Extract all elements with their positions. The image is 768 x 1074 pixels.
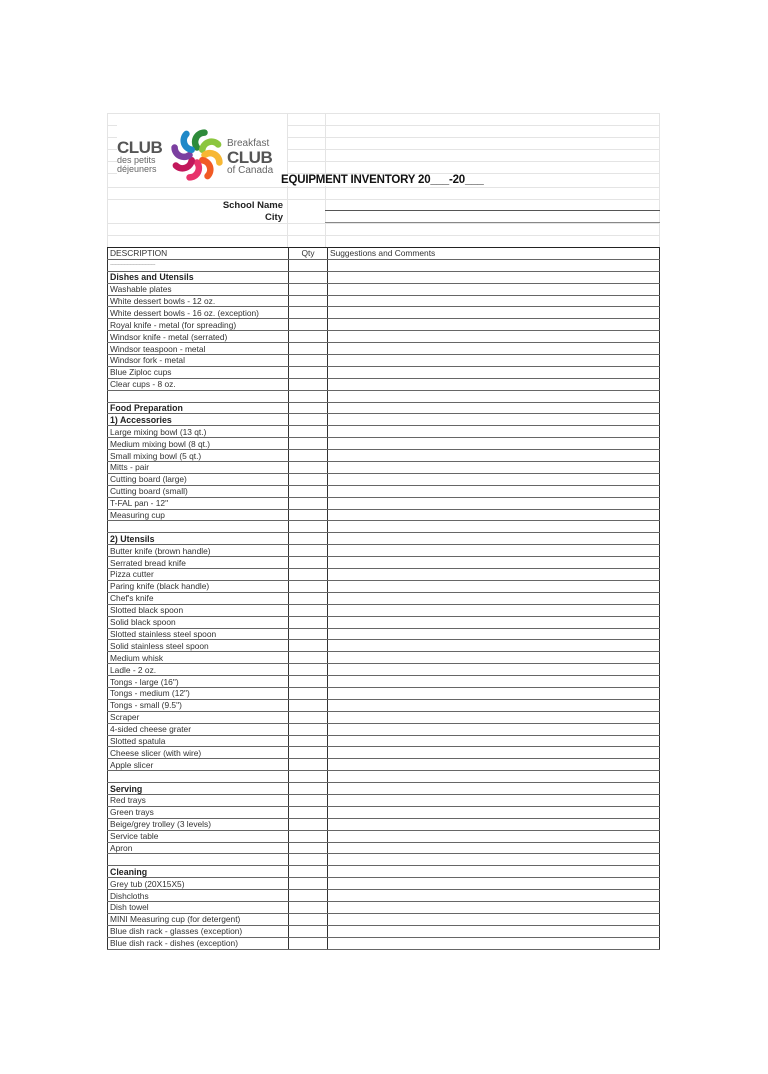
qty-cell[interactable] (289, 687, 328, 699)
table-row (108, 794, 660, 806)
table-row (108, 283, 660, 295)
qty-cell[interactable] (289, 497, 328, 509)
item-description: Dish towel (108, 901, 289, 913)
comments-cell[interactable] (328, 866, 660, 878)
comments-cell[interactable] (328, 628, 660, 640)
qty-cell[interactable] (289, 319, 328, 331)
section-row (108, 533, 660, 545)
table-row (108, 331, 660, 343)
qty-cell[interactable] (289, 604, 328, 616)
section-heading: 1) Accessories (108, 414, 289, 426)
qty-cell[interactable] (289, 699, 328, 711)
qty-cell[interactable] (289, 866, 328, 878)
item-description: Green trays (108, 806, 289, 818)
qty-cell[interactable] (289, 402, 328, 414)
comments-cell[interactable] (328, 771, 660, 783)
item-description: Windsor fork - metal (108, 355, 289, 367)
item-description: Apron (108, 842, 289, 854)
blank-row (108, 854, 660, 866)
comments-cell[interactable] (328, 794, 660, 806)
qty-cell[interactable] (289, 438, 328, 450)
qty-cell[interactable] (289, 878, 328, 890)
table-row (108, 759, 660, 771)
table-row (108, 378, 660, 390)
section-row (108, 783, 660, 795)
comments-cell[interactable] (328, 533, 660, 545)
logo-club-text: CLUB (117, 138, 163, 157)
qty-cell[interactable] (289, 473, 328, 485)
item-description: Cutting board (small) (108, 485, 289, 497)
qty-cell[interactable] (289, 307, 328, 319)
item-description: Beige/grey trolley (3 levels) (108, 818, 289, 830)
qty-cell[interactable] (289, 521, 328, 533)
qty-cell[interactable] (289, 545, 328, 557)
item-description: Pizza cutter (108, 569, 289, 581)
qty-cell[interactable] (289, 937, 328, 949)
table-row (108, 652, 660, 664)
qty-cell[interactable] (289, 462, 328, 474)
qty-cell[interactable] (289, 414, 328, 426)
qty-cell[interactable] (289, 747, 328, 759)
qty-cell[interactable] (289, 640, 328, 652)
comments-cell[interactable] (328, 462, 660, 474)
qty-cell[interactable] (289, 830, 328, 842)
item-description: Mitts - pair (108, 462, 289, 474)
item-description: Slotted stainless steel spoon (108, 628, 289, 640)
item-description: Large mixing bowl (13 qt.) (108, 426, 289, 438)
comments-cell[interactable] (328, 711, 660, 723)
comments-cell[interactable] (328, 890, 660, 902)
qty-cell[interactable] (289, 723, 328, 735)
section-heading: Food Preparation (108, 402, 289, 414)
comments-cell[interactable] (328, 378, 660, 390)
qty-cell[interactable] (289, 854, 328, 866)
comments-cell[interactable] (328, 557, 660, 569)
table-row (108, 592, 660, 604)
item-description: Tongs - large (16") (108, 676, 289, 688)
logo-sub-text: déjeuners (117, 164, 157, 174)
table-row (108, 295, 660, 307)
qty-cell[interactable] (289, 283, 328, 295)
item-description: Red trays (108, 794, 289, 806)
section-row (108, 271, 660, 283)
item-description: White dessert bowls - 12 oz. (108, 295, 289, 307)
comments-cell[interactable] (328, 925, 660, 937)
qty-cell[interactable] (289, 676, 328, 688)
qty-cell[interactable] (289, 378, 328, 390)
comments-cell[interactable] (328, 842, 660, 854)
column-header-comments: Suggestions and Comments (328, 248, 660, 260)
table-row (108, 355, 660, 367)
item-description: Blue dish rack - dishes (exception) (108, 937, 289, 949)
item-description: Paring knife (black handle) (108, 580, 289, 592)
item-description: Solid stainless steel spoon (108, 640, 289, 652)
comments-cell[interactable] (328, 723, 660, 735)
item-description: Chef's knife (108, 592, 289, 604)
comments-cell[interactable] (328, 652, 660, 664)
item-description: MINI Measuring cup (for detergent) (108, 913, 289, 925)
item-description (108, 771, 289, 783)
qty-cell[interactable] (289, 771, 328, 783)
item-description: Royal knife - metal (for spreading) (108, 319, 289, 331)
item-description: Blue dish rack - glasses (exception) (108, 925, 289, 937)
table-row (108, 830, 660, 842)
separator-row (108, 259, 660, 271)
item-description: Grey tub (20X15X5) (108, 878, 289, 890)
comments-cell[interactable] (328, 509, 660, 521)
item-description: Ladle - 2 oz. (108, 664, 289, 676)
column-header-qty: Qty (289, 248, 328, 260)
comments-cell[interactable] (328, 854, 660, 866)
table-row (108, 569, 660, 581)
item-description: Windsor teaspoon - metal (108, 343, 289, 355)
section-heading: 2) Utensils (108, 533, 289, 545)
logo-club-text: CLUB (227, 148, 273, 167)
item-description: Solid black spoon (108, 616, 289, 628)
qty-cell[interactable] (289, 557, 328, 569)
comments-cell[interactable] (328, 343, 660, 355)
table-row (108, 497, 660, 509)
comments-cell[interactable] (328, 450, 660, 462)
qty-cell[interactable] (289, 450, 328, 462)
qty-cell[interactable] (289, 331, 328, 343)
school-name-label: School Name (222, 200, 283, 211)
item-description: Scraper (108, 711, 289, 723)
table-row (108, 319, 660, 331)
comments-cell[interactable] (328, 878, 660, 890)
table-row (108, 937, 660, 949)
table-row (108, 366, 660, 378)
table-row (108, 426, 660, 438)
comments-cell[interactable] (328, 283, 660, 295)
item-description: Slotted black spoon (108, 604, 289, 616)
table-row (108, 676, 660, 688)
comments-cell[interactable] (328, 259, 660, 271)
item-description: Tongs - small (9.5") (108, 699, 289, 711)
qty-cell[interactable] (289, 925, 328, 937)
qty-cell[interactable] (289, 901, 328, 913)
qty-cell[interactable] (289, 592, 328, 604)
qty-cell[interactable] (289, 580, 328, 592)
blank-row (108, 390, 660, 402)
comments-cell[interactable] (328, 402, 660, 414)
table-row (108, 878, 660, 890)
qty-cell[interactable] (289, 711, 328, 723)
school-name-field[interactable] (325, 210, 660, 211)
separator-text: ------------------------------ (108, 259, 289, 271)
qty-cell[interactable] (289, 842, 328, 854)
comments-cell[interactable] (328, 545, 660, 557)
comments-cell[interactable] (328, 485, 660, 497)
form-header (107, 113, 660, 247)
table-row (108, 806, 660, 818)
section-row (108, 414, 660, 426)
item-description: Service table (108, 830, 289, 842)
section-heading: Serving (108, 783, 289, 795)
qty-cell[interactable] (289, 426, 328, 438)
table-row (108, 580, 660, 592)
table-row (108, 711, 660, 723)
table-row (108, 628, 660, 640)
item-description: Tongs - medium (12") (108, 687, 289, 699)
qty-cell[interactable] (289, 485, 328, 497)
comments-cell[interactable] (328, 592, 660, 604)
comments-cell[interactable] (328, 616, 660, 628)
table-row (108, 890, 660, 902)
blank-row (108, 521, 660, 533)
comments-cell[interactable] (328, 664, 660, 676)
table-row (108, 747, 660, 759)
comments-cell[interactable] (328, 569, 660, 581)
item-description: Blue Ziploc cups (108, 366, 289, 378)
comments-cell[interactable] (328, 783, 660, 795)
item-description: White dessert bowls - 16 oz. (exception) (108, 307, 289, 319)
comments-cell[interactable] (328, 580, 660, 592)
comments-cell[interactable] (328, 830, 660, 842)
qty-cell[interactable] (289, 271, 328, 283)
city-field[interactable] (325, 222, 660, 223)
item-description: Apple slicer (108, 759, 289, 771)
item-description: Measuring cup (108, 509, 289, 521)
qty-cell[interactable] (289, 818, 328, 830)
table-row (108, 462, 660, 474)
item-description: Medium whisk (108, 652, 289, 664)
qty-cell[interactable] (289, 664, 328, 676)
item-description (108, 854, 289, 866)
qty-cell[interactable] (289, 735, 328, 747)
item-description: T-FAL pan - 12" (108, 497, 289, 509)
comments-cell[interactable] (328, 806, 660, 818)
comments-cell[interactable] (328, 747, 660, 759)
inventory-table (107, 247, 660, 950)
section-row (108, 402, 660, 414)
logo-canada-text: of Canada (227, 165, 274, 176)
comments-cell[interactable] (328, 687, 660, 699)
table-row (108, 640, 660, 652)
item-description: Cutting board (large) (108, 473, 289, 485)
comments-cell[interactable] (328, 497, 660, 509)
city-label: City (265, 212, 283, 223)
table-row (108, 438, 660, 450)
table-row (108, 509, 660, 521)
item-description: Washable plates (108, 283, 289, 295)
table-row (108, 307, 660, 319)
item-description: Medium mixing bowl (8 qt.) (108, 438, 289, 450)
item-description: Cheese slicer (with wire) (108, 747, 289, 759)
qty-cell[interactable] (289, 569, 328, 581)
logo-sub-text: des petits (117, 155, 156, 165)
comments-cell[interactable] (328, 390, 660, 402)
comments-cell[interactable] (328, 366, 660, 378)
comments-cell[interactable] (328, 759, 660, 771)
qty-cell[interactable] (289, 652, 328, 664)
table-row (108, 473, 660, 485)
table-row (108, 901, 660, 913)
qty-cell[interactable] (289, 628, 328, 640)
qty-cell[interactable] (289, 355, 328, 367)
comments-cell[interactable] (328, 521, 660, 533)
table-row (108, 485, 660, 497)
table-row (108, 616, 660, 628)
item-description: Windsor knife - metal (serrated) (108, 331, 289, 343)
pinwheel-logo-icon (169, 125, 225, 185)
table-row (108, 545, 660, 557)
item-description: Clear cups - 8 oz. (108, 378, 289, 390)
comments-cell[interactable] (328, 901, 660, 913)
comments-cell[interactable] (328, 438, 660, 450)
qty-cell[interactable] (289, 794, 328, 806)
table-row (108, 557, 660, 569)
item-description (108, 390, 289, 402)
comments-cell[interactable] (328, 331, 660, 343)
table-row (108, 735, 660, 747)
qty-cell[interactable] (289, 295, 328, 307)
item-description: Slotted spatula (108, 735, 289, 747)
table-row (108, 723, 660, 735)
comments-cell[interactable] (328, 414, 660, 426)
table-row (108, 913, 660, 925)
comments-cell[interactable] (328, 640, 660, 652)
breakfast-club-logo (117, 125, 287, 187)
table-row (108, 687, 660, 699)
comments-cell[interactable] (328, 319, 660, 331)
comments-cell[interactable] (328, 676, 660, 688)
qty-cell[interactable] (289, 806, 328, 818)
qty-cell[interactable] (289, 533, 328, 545)
qty-cell[interactable] (289, 759, 328, 771)
qty-cell[interactable] (289, 259, 328, 271)
table-row (108, 450, 660, 462)
qty-cell[interactable] (289, 616, 328, 628)
comments-cell[interactable] (328, 307, 660, 319)
table-row (108, 664, 660, 676)
header-grid (107, 113, 660, 247)
comments-cell[interactable] (328, 913, 660, 925)
comments-cell[interactable] (328, 426, 660, 438)
comments-cell[interactable] (328, 818, 660, 830)
item-description: Dishcloths (108, 890, 289, 902)
blank-row (108, 771, 660, 783)
item-description: Butter knife (brown handle) (108, 545, 289, 557)
table-row (108, 842, 660, 854)
item-description: Serrated bread knife (108, 557, 289, 569)
column-header-description: DESCRIPTION (108, 248, 289, 260)
section-row (108, 866, 660, 878)
comments-cell[interactable] (328, 271, 660, 283)
qty-cell[interactable] (289, 509, 328, 521)
comments-cell[interactable] (328, 735, 660, 747)
comments-cell[interactable] (328, 699, 660, 711)
qty-cell[interactable] (289, 783, 328, 795)
table-row (108, 343, 660, 355)
comments-cell[interactable] (328, 295, 660, 307)
comments-cell[interactable] (328, 355, 660, 367)
table-row (108, 818, 660, 830)
table-row (108, 604, 660, 616)
section-heading: Dishes and Utensils (108, 271, 289, 283)
item-description (108, 521, 289, 533)
qty-cell[interactable] (289, 913, 328, 925)
qty-cell[interactable] (289, 366, 328, 378)
item-description: 4-sided cheese grater (108, 723, 289, 735)
comments-cell[interactable] (328, 473, 660, 485)
comments-cell[interactable] (328, 937, 660, 949)
qty-cell[interactable] (289, 890, 328, 902)
table-row (108, 925, 660, 937)
page-title: EQUIPMENT INVENTORY 20___-20___ (281, 174, 484, 186)
qty-cell[interactable] (289, 343, 328, 355)
section-heading: Cleaning (108, 866, 289, 878)
comments-cell[interactable] (328, 604, 660, 616)
item-description: Small mixing bowl (5 qt.) (108, 450, 289, 462)
qty-cell[interactable] (289, 390, 328, 402)
table-row (108, 699, 660, 711)
table-header-row (108, 248, 660, 260)
logo-breakfast-text: Breakfast (227, 138, 270, 149)
